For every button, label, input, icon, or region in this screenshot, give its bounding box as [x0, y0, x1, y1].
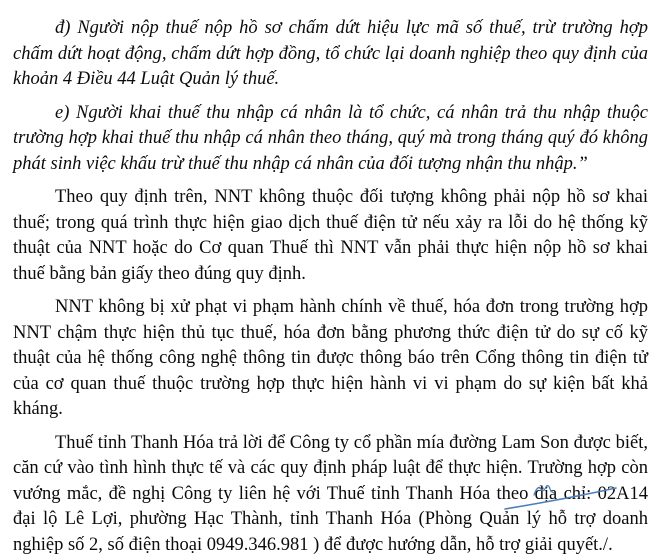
paragraph-analysis-filing: Theo quy định trên, NNT không thuộc đối tượng không phải nộp hồ sơ khai thuế; trong quá trình thực hiện giao dịch thuế điện tử nếu xảy ra lỗi do hệ thống kỹ thuật của NNT hoặc do Cơ quan Thuế thì NNT vẫn phải thực hiện nộp hồ sơ khai thuế bằng bản giấy theo đúng quy định. — [13, 185, 648, 287]
paragraph-quoted-point-e: e) Người khai thuế thu nhập cá nhân là tổ chức, cá nhân trả thu nhập thuộc trường hợp khai thuế thu nhập cá nhân theo tháng, quý mà trong tháng quý đó không phát sinh việc khấu trừ thuế thu nhập cá nhân của đối tượng nhận thu nhập.” — [13, 101, 648, 178]
paragraph-closing: Thuế tỉnh Thanh Hóa trả lời để Công ty cổ phần mía đường Lam Son được biết, căn cứ vào tình hình thực tế và các quy định pháp luật để thực hiện. Trường hợp còn vướng mắc, đề nghị Công ty liên hệ với Thuế tỉnh Thanh Hóa theo địa chỉ: 02A14 đại lộ Lê Lợi, phường Hạc Thành, tỉnh Thanh Hóa (Phòng Quản lý hỗ trợ doanh nghiệp số 2, số điện thoại 0949.346.981 ) để được hướng dẫn, hỗ trợ giải quyết./. — [13, 431, 648, 558]
paragraph-analysis-penalty: NNT không bị xử phạt vi phạm hành chính về thuế, hóa đơn trong trường hợp NNT chậm thực hiện thủ tục thuế, hóa đơn bằng phương thức điện tử do sự cố kỹ thuật của hệ thống công nghệ thông tin được thông báo trên Cổng thông tin điện tử của cơ quan thuế thuộc trường hợp thực hiện hành vi vi phạm do sự kiện bất khả kháng. — [13, 295, 648, 423]
paragraph-quoted-point-d: đ) Người nộp thuế nộp hồ sơ chấm dứt hiệu lực mã số thuế, trừ trường hợp chấm dứt hoạt động, chấm dứt hợp đồng, tổ chức lại doanh nghiệp theo quy định của khoản 4 Điều 44 Luật Quản lý thuế. — [13, 16, 648, 93]
